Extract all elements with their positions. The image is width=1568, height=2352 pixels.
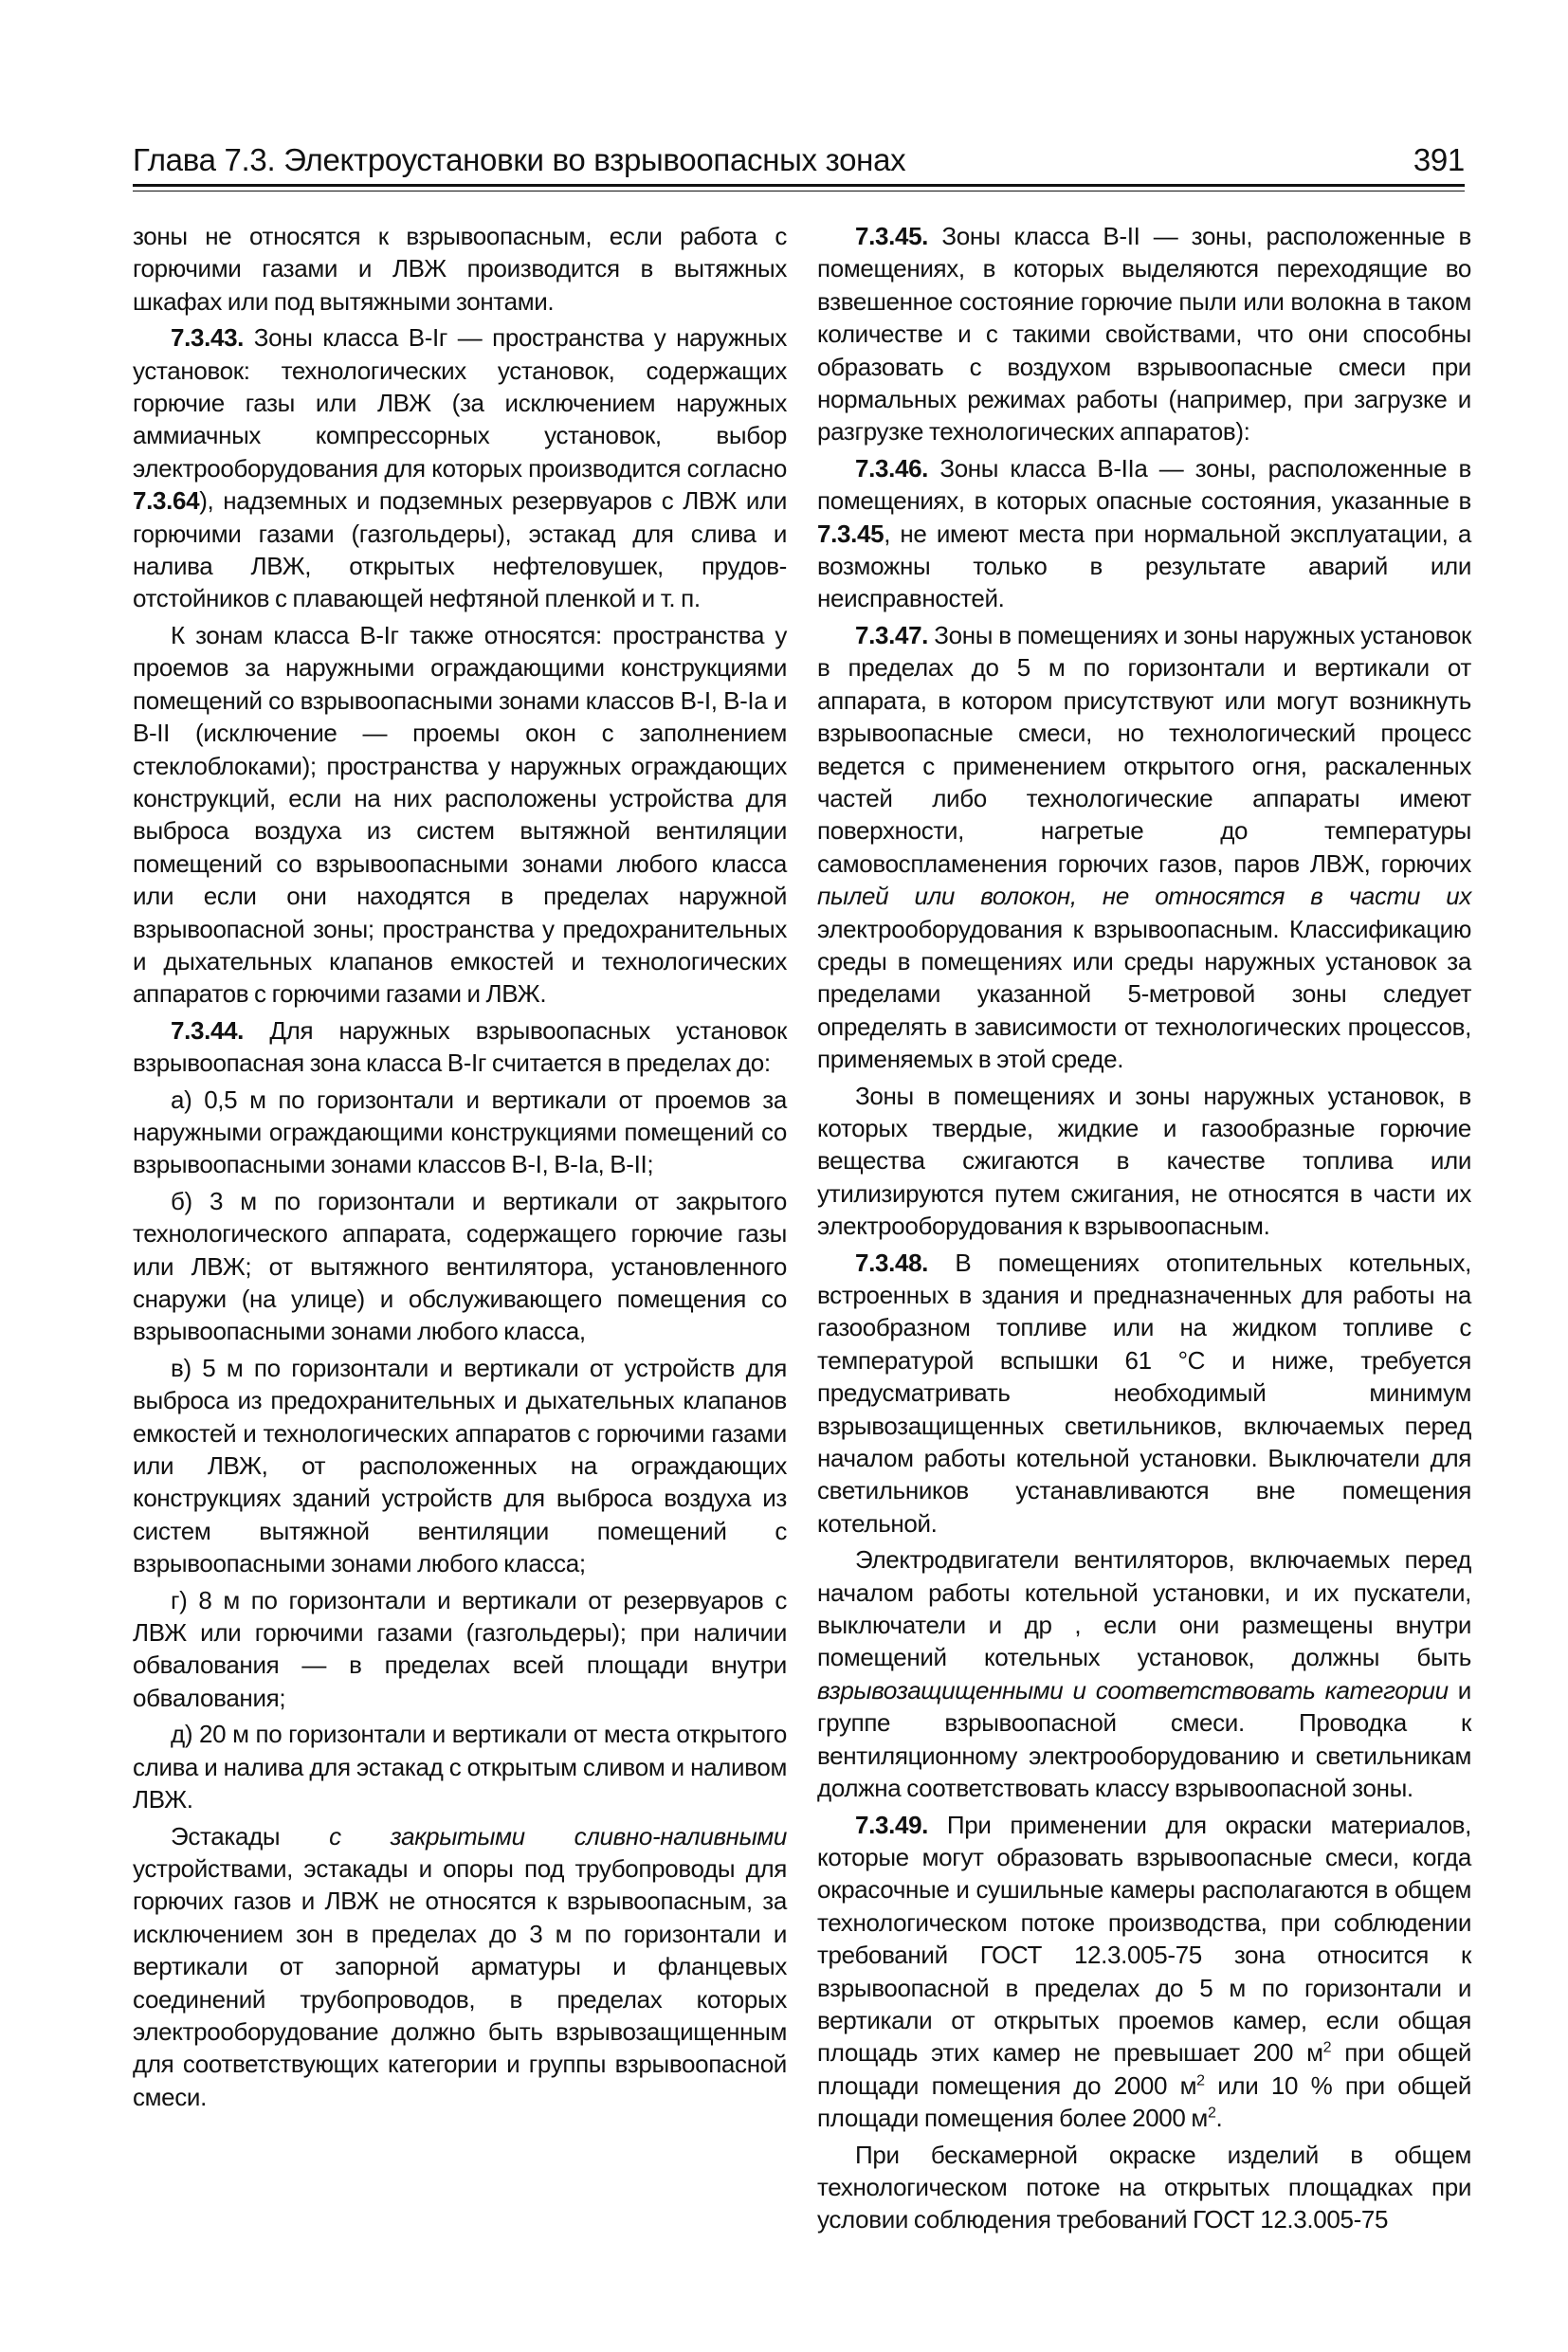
paragraph: К зонам класса В-Іг также относятся: пространства у проемов за наружными ограждающими конструкциями помещений со взрывоопасными зонами классов В-І, В-Іа и В-ІІ (исключение — проемы окон с заполнением стеклоблоками); пространства у наружных ограждающих конструкций, если на них расположены устройства для выброса воздуха из систем вытяжной вентиляции помещений со взрывоопасными зонами любого класса или если они находятся в пределах наружной взрывоопасной зоны; пространства у предохранительных и дыхательных клапанов емкостей и технологических аппаратов с горючими газами и ЛВЖ. bbox=[133, 620, 787, 1009]
list-item-d: д) 20 м по горизонтали и вертикали от места открытого слива и налива для эстакад с открытым сливом и наливом ЛВЖ. bbox=[133, 1720, 787, 1814]
clause-number: 7.3.45. bbox=[855, 222, 929, 250]
page-header bbox=[133, 135, 1465, 178]
list-item-b: б) 3 м по горизонтали и вертикали от закрытого технологического аппарата, содержащего горючие газы или ЛВЖ; от вытяжного вентилятора, установленного снаружи (на улице) и обслуживающего помещения со взрывоопасными зонами любого класса, bbox=[133, 1186, 787, 1346]
clause-number: 7.3.43. bbox=[171, 323, 245, 353]
paragraph-7-3-44: 7.3.44. Для наружных взрывоопасных установок взрывоопасная зона класса В-Іг считается в пределах до: bbox=[133, 1015, 787, 1078]
paragraph-7-3-49: 7.3.49. При применении для окраски материалов, которые могут образовать взрывоопасные смеси, когда окрасочные и сушильные камеры располагаются в общем технологическом потоке производства, при соблюдении требований ГОСТ 12.3.005-75 зона относится к взрывоопасной в пределах до 5 м по горизонтали и вертикали от открытых проемов камер, если общая площадь этих камер не превышает 200 $м^2$ при общей площади помещения до 2000 $м^2$ или 10 % при общей площади помещения более 2000 $м^2$. bbox=[817, 1810, 1472, 2133]
left-column bbox=[133, 220, 787, 2117]
paragraph: зоны не относятся к взрывоопасным, если работа с горючими газами и ЛВЖ производится в вытяжных шкафах или под вытяжными зонтами. bbox=[133, 222, 787, 316]
clause-reference: 7.3.45 bbox=[817, 519, 884, 548]
list-item-g: г) 8 м по горизонтали и вертикали от резервуаров с ЛВЖ или горючими газами (газгольдеры); при наличии обвалования — в пределах всей площади внутри обвалования; bbox=[133, 1585, 787, 1712]
paragraph-7-3-46: 7.3.46. Зоны класса В-ІІа — зоны, расположенные в помещениях, в которых опасные состояния, указанные в 7.3.45, не имеют места при нормальной эксплуатации, а возможны только в результате аварий или неисправностей. bbox=[817, 453, 1471, 613]
clause-number: 7.3.48. bbox=[855, 1248, 929, 1277]
clause-number: 7.3.44. bbox=[171, 1015, 245, 1045]
chapter-title: Глава 7.3. Электроустановки во взрывоопасных зонах bbox=[133, 142, 906, 177]
paragraph: Электродвигатели вентиляторов, включаемых перед началом работы котельной установки, и их пускатели, выключатели и др , если они размещены внутри помещений котельных установок, должны быть взрывозащищенными и соответствовать категории и группе взрывоопасной смеси. Проводка к вентиляционному электрооборудованию и светильникам должна соответствовать классу взрывоопасной зоны. bbox=[817, 1545, 1471, 1803]
paragraph: При бескамерной окраске изделий в общем технологическом потоке на открытых площадках при условии соблюдения требований ГОСТ 12.3.005-75 bbox=[817, 2140, 1471, 2234]
clause-number: 7.3.49. bbox=[855, 1810, 929, 1839]
header-rule-thick bbox=[133, 184, 1465, 187]
clause-reference: 7.3.64 bbox=[133, 486, 200, 516]
clause-number: 7.3.47. bbox=[855, 620, 929, 649]
list-item-a: а) 0,5 м по горизонтали и вертикали от проемов за наружными ограждающими конструкциями помещений со взрывоопасными зонами классов В-І, В-Іа, В-ІІ; bbox=[133, 1085, 787, 1179]
paragraph-7-3-47: 7.3.47. Зоны в помещениях и зоны наружных установок в пределах до 5 м по горизонтали и вертикали от аппарата, в котором присутствуют или могут возникнуть взрывоопасные смеси, но технологический процесс ведется с применением открытого огня, раскаленных частей либо технологические аппараты имеют поверхности, нагретые до температуры самовоспламенения горючих газов, паров ЛВЖ, горючих пылей или волокон, не относятся в части их электрооборудования к взрывоопасным. Классификацию среды в помещениях или среды наружных установок за пределами указанной 5-метровой зоны следует определять в зависимости от технологических процессов, применяемых в этой среде. bbox=[817, 620, 1471, 1074]
paragraph-7-3-48: 7.3.48. В помещениях отопительных котельных, встроенных в здания и предназначенных для работы на газообразном топливе или на жидком топливе с температурой вспышки 61 °С и ниже, требуется предусматривать необходимый минимум взрывозащищенных светильников, включаемых перед началом работы котельной установки. Выключатели для светильников устанавливаются вне помещения котельной. bbox=[817, 1248, 1471, 1538]
paragraph-7-3-43: 7.3.43. Зоны класса В-Іг — пространства у наружных установок: технологических установок, содержащих горючие газы или ЛВЖ (за исключением наружных аммиачных компрессорных установок, выбор электрооборудования для которых производится согласно 7.3.64), надземных и подземных резервуаров с ЛВЖ или горючими газами (газгольдеры), эстакад для слива и налива ЛВЖ, открытых нефтеловушек, прудов-отстойников с плавающей нефтяной пленкой и т. п. bbox=[133, 323, 787, 613]
paragraph: Зоны в помещениях и зоны наружных установок, в которых твердые, жидкие и газообразные горючие вещества сжигаются в качестве топлива или утилизируются путем сжигания, не относятся в части их электрооборудования к взрывоопасным. bbox=[817, 1081, 1471, 1241]
page-number: 391 bbox=[1413, 142, 1465, 177]
list-item-v: в) 5 м по горизонтали и вертикали от устройств для выброса из предохранительных и дыхательных клапанов емкостей и технологических аппаратов с горючими газами или ЛВЖ, от расположенных на ограждающих конструкциях зданий устройств для выброса воздуха из систем вытяжной вентиляции помещений с взрывоопасными зонами любого класса; bbox=[133, 1353, 787, 1578]
paragraph: Эстакады с закрытыми сливно-наливными устройствами, эстакады и опоры под трубопроводы для горючих газов и ЛВЖ не относятся к взрывоопасным, за исключением зон в пределах до 3 м по горизонтали и вертикали от запорной арматуры и фланцевых соединений трубопроводов, в пределах которых электрооборудование должно быть взрывозащищенным для соответствующих категории и группы взрывоопасной смеси. bbox=[133, 1821, 788, 2111]
paragraph-7-3-45: 7.3.45. Зоны класса В-ІІ — зоны, расположенные в помещениях, в которых выделяются переходящие во взвешенное состояние горючие пыли или волокна в таком количестве и с такими свойствами, что они способны образовать с воздухом взрывоопасные смеси при нормальных режимах работы (например, при загрузке и разгрузке технологических аппаратов): bbox=[817, 222, 1471, 447]
clause-number: 7.3.46. bbox=[855, 453, 929, 483]
right-column bbox=[817, 220, 1471, 2240]
